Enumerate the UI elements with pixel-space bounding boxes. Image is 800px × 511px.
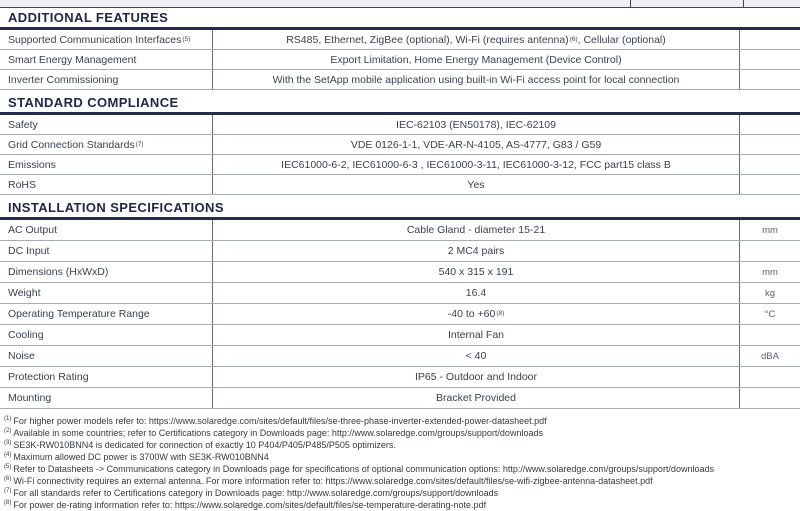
footnote-marker: (2) xyxy=(4,428,12,434)
additional-features-table xyxy=(0,30,800,90)
previous-table-edge xyxy=(0,0,800,8)
spec-label: AC Output xyxy=(8,224,58,236)
spec-unit: mm xyxy=(762,266,778,278)
spec-unit: °C xyxy=(764,308,776,320)
footnote xyxy=(4,463,800,475)
row-operating-temperature-range xyxy=(0,304,800,325)
spec-label: Protection Rating xyxy=(8,371,89,383)
spec-value: IEC-62103 (EN50178), IEC-62109 xyxy=(212,115,740,134)
footnote-text: Refer to Datasheets -> Communications category in Downloads page for specifications of optional communication options: http://www.solaredge.com/groups/support/downloads xyxy=(13,464,714,474)
spec-value: -40 to +60 (8) xyxy=(212,304,740,324)
section-header-installation-specifications: INSTALLATION SPECIFICATIONS xyxy=(0,198,800,220)
spec-unit xyxy=(740,367,800,387)
row-safety xyxy=(0,115,800,135)
spec-label: Safety xyxy=(8,118,38,131)
footnote-text: SE3K-RW010BNN4 is dedicated for connection of exactly 10 P404/P405/P485/P505 optimizers. xyxy=(13,440,396,450)
spec-label: Mounting xyxy=(8,392,52,404)
spec-value: 540 x 315 x 191 xyxy=(212,262,740,282)
installation-specifications-table xyxy=(0,220,800,409)
row-protection-rating xyxy=(0,367,800,388)
spec-unit xyxy=(740,325,800,345)
spec-label: Smart Energy Management xyxy=(8,53,137,66)
spec-value: Bracket Provided xyxy=(212,388,740,408)
row-inverter-commissioning xyxy=(0,70,800,90)
footnote-text: Wi-Fi connectivity requires an external antenna. For more information refer to: https://www.solaredge.com/sites/default/files/se-wifi-zigbee-antenna-datasheet.pdf xyxy=(13,476,653,486)
footnote-text: For all standards refer to Certifications category in Downloads page: http://www.solaredge.com/groups/support/downloads xyxy=(13,488,499,498)
section-header-standard-compliance: STANDARD COMPLIANCE xyxy=(0,93,800,115)
spec-value: Cable Gland - diameter 15-21 xyxy=(212,220,740,240)
spec-label: DC Input xyxy=(8,245,50,257)
spec-label: Inverter Commissioning xyxy=(8,73,119,86)
spec-label: Operating Temperature Range xyxy=(8,308,150,320)
spec-value: VDE 0126-1-1, VDE-AR-N-4105, AS-4777, G83 / G59 xyxy=(212,135,740,154)
column-divider-tick xyxy=(743,0,744,7)
footnote-text: For higher power models refer to: https://www.solaredge.com/sites/default/files/se-three-phase-inverter-extended-power-datasheet.pdf xyxy=(13,416,547,426)
spec-value: Export Limitation, Home Energy Management (Device Control) xyxy=(212,50,740,69)
spec-unit xyxy=(740,241,800,261)
spec-value: 2 MC4 pairs xyxy=(212,241,740,261)
spec-label: RoHS xyxy=(8,178,37,191)
footnote-marker: (7) xyxy=(4,488,12,494)
spec-label: Dimensions (HxWxD) xyxy=(8,266,109,278)
footnote-marker: (4) xyxy=(4,452,12,458)
spec-value: Internal Fan xyxy=(212,325,740,345)
standard-compliance-table xyxy=(0,115,800,195)
spec-value: IEC61000-6-2, IEC61000-6-3 , IEC61000-3-11, IEC61000-3-12, FCC part15 class B xyxy=(212,155,740,174)
footnote-text: Available in some countries; refer to Certifications category in Downloads page: http://www.solaredge.com/groups/support/downloads xyxy=(13,428,543,438)
row-ac-output xyxy=(0,220,800,241)
spec-unit xyxy=(740,175,800,194)
spec-unit xyxy=(740,30,800,49)
footnote-marker: (1) xyxy=(4,416,12,422)
spec-value: IP65 - Outdoor and Indoor xyxy=(212,367,740,387)
footnote xyxy=(4,499,800,511)
spec-label: Grid Connection Standards (7) xyxy=(8,138,144,151)
spec-unit xyxy=(740,388,800,408)
footnote-marker: (8) xyxy=(4,500,12,506)
spec-unit: mm xyxy=(762,224,778,236)
row-rohs xyxy=(0,175,800,195)
section-header-additional-features: ADDITIONAL FEATURES xyxy=(0,8,800,30)
spec-unit xyxy=(740,50,800,69)
footnotes xyxy=(0,409,800,511)
footnote xyxy=(4,487,800,499)
row-weight xyxy=(0,283,800,304)
spec-value: 16.4 xyxy=(212,283,740,303)
spec-value: < 40 xyxy=(212,346,740,366)
row-mounting xyxy=(0,388,800,409)
row-smart-energy-management xyxy=(0,50,800,70)
row-supported-communication-interfaces xyxy=(0,30,800,50)
footnote xyxy=(4,415,800,427)
spec-value: Yes xyxy=(212,175,740,194)
row-cooling xyxy=(0,325,800,346)
footnote-text: Maximum allowed DC power is 3700W with SE3K-RW010BNN4 xyxy=(13,452,269,462)
footnote-marker: (3) xyxy=(4,440,12,446)
footnote xyxy=(4,439,800,451)
footnote-marker: (6) xyxy=(4,476,12,482)
footnote xyxy=(4,451,800,463)
spec-label: Supported Communication Interfaces (5) xyxy=(8,33,191,46)
spec-label: Weight xyxy=(8,287,41,299)
footnote xyxy=(4,475,800,487)
spec-unit xyxy=(740,135,800,154)
row-grid-connection-standards xyxy=(0,135,800,155)
row-dimensions xyxy=(0,262,800,283)
row-dc-input xyxy=(0,241,800,262)
spec-value: RS485, Ethernet, ZigBee (optional), Wi-Fi (requires antenna) (6) , Cellular (optional) xyxy=(212,30,740,49)
spec-unit: kg xyxy=(764,287,776,299)
row-noise xyxy=(0,346,800,367)
spec-unit: dBA xyxy=(761,350,779,362)
row-emissions xyxy=(0,155,800,175)
footnote xyxy=(4,427,800,439)
footnote-text: For power de-rating information refer to: https://www.solaredge.com/sites/default/files/se-temperature-derating-note.pdf xyxy=(13,500,487,510)
column-divider-tick xyxy=(630,0,631,7)
footnote-marker: (5) xyxy=(4,464,12,470)
spec-unit xyxy=(740,115,800,134)
spec-unit xyxy=(740,70,800,89)
spec-label: Noise xyxy=(8,350,35,362)
spec-unit xyxy=(740,155,800,174)
spec-value: With the SetApp mobile application using built-in Wi-Fi access point for local connection xyxy=(212,70,740,89)
spec-label: Cooling xyxy=(8,329,44,341)
spec-label: Emissions xyxy=(8,158,56,171)
